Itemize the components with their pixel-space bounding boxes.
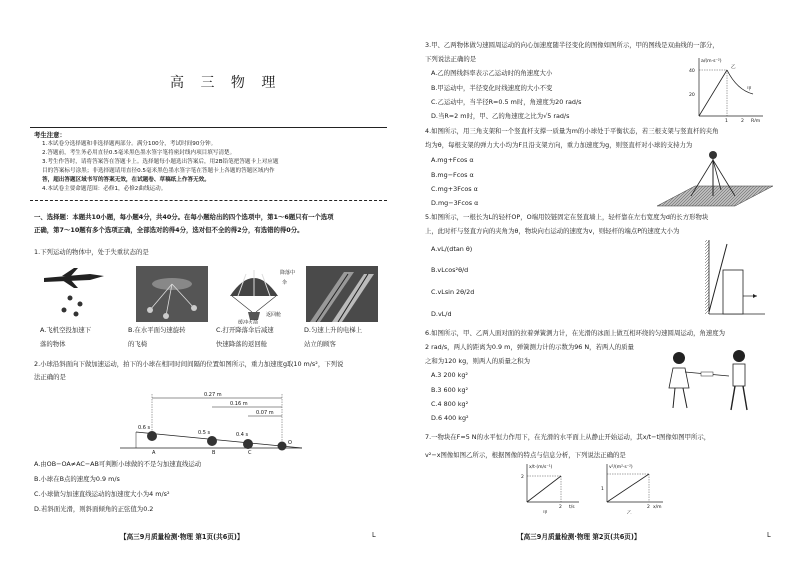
footer-tag: L bbox=[372, 531, 376, 539]
page-footer: 【高三9月质量检测·物理 第2页(共6页)】 bbox=[517, 533, 641, 541]
tick-label: 2 bbox=[741, 119, 744, 122]
q4-option-c: C.mg+3Fcos α bbox=[431, 185, 478, 193]
section-heading: 一、选择题：本题共10小题，每小题4分，共40分。在每小题给出的四个选项中，第1～6题只有一个选项 bbox=[34, 213, 334, 221]
q3-option-d: D.当R=2 m时，甲、乙的角速度之比为√5 rad/s bbox=[431, 112, 570, 120]
page-right bbox=[397, 0, 794, 575]
curve-label: 甲 bbox=[747, 87, 752, 92]
point-label: O bbox=[288, 440, 292, 446]
graph-name: 甲 bbox=[543, 511, 548, 514]
question-4: 4.如图所示，用三角支架和一个竖直杆支撑一质量为m的小球处于平衡状态，若三根支架与竖直杆的夹角 bbox=[425, 127, 719, 135]
q6-option-b: B.3 600 kg² bbox=[431, 386, 469, 394]
exam-title: 高 三 物 理 bbox=[170, 75, 282, 91]
q4-option-a: A.mg+Fcos α bbox=[431, 156, 474, 164]
notice-line: 答，超出答题区域书写的答案无效，在试题卷、草稿纸上作答无效。 bbox=[42, 177, 210, 183]
q4-option-d: D.mg−3Fcos α bbox=[431, 199, 479, 207]
q2-option-c: C.小球做匀加速直线运动的加速度大小为4 m/s² bbox=[34, 490, 170, 498]
question-5-cont: 上，此时杆与竖直方向的夹角为θ，物块向右运动的速度为v，则轻杆的端点P的速度大小为 bbox=[425, 227, 680, 235]
axis-label-x: R/m bbox=[751, 119, 761, 122]
label-capsule: 返回舱 bbox=[266, 312, 282, 318]
notice-line: 目的答案标号涂黑；非选择题请用直径0.5毫米黑色墨水签字笔在答题卡上各题的答题区域内作 bbox=[42, 168, 275, 174]
question-3-cont: 下列说法正确的是 bbox=[425, 55, 477, 63]
question-7-cont: v²−x图像如图乙所示，根据图像的特点与信息分析，下列说法正确的是 bbox=[425, 451, 626, 459]
q6-skaters-figure bbox=[665, 344, 761, 420]
header-rule bbox=[30, 127, 387, 128]
q2-incline-figure bbox=[118, 390, 308, 458]
dim-label: 0.27 m bbox=[204, 392, 222, 398]
q1-option-a-cont: 落的物体 bbox=[40, 340, 66, 348]
q6-option-d: D.6 400 kg² bbox=[431, 414, 469, 422]
q2-option-b: B.小球在B点的速度为0.9 m/s bbox=[34, 475, 120, 483]
graph-name: 乙 bbox=[627, 511, 632, 514]
question-3: 3.甲、乙两物体做匀速圆周运动的向心加速度随半径变化的图像如图所示，甲的图线是双曲线的一部分， bbox=[425, 41, 719, 49]
tick-label: 2 bbox=[647, 505, 650, 510]
question-1: 1.下列运动的物体中，处于失重状态的是 bbox=[34, 248, 149, 256]
q5-rod-figure bbox=[697, 238, 767, 322]
axis-label-x: x/m bbox=[653, 505, 662, 510]
q1-option-d-cont: 站立的顾客 bbox=[304, 340, 336, 348]
q4-option-b: B.mg−Fcos α bbox=[431, 171, 474, 179]
q5-option-c: C.vLsin 2θ/2d bbox=[431, 288, 475, 296]
notice-line: 3.考生作答时，请将答案答在答题卡上。选择题每小题选出答案后，用2B铅笔把答题卡上对应题 bbox=[42, 159, 279, 165]
axis-label-x: t/s bbox=[569, 505, 575, 510]
tick-label: 1 bbox=[725, 119, 728, 122]
q1-image-airdrop bbox=[40, 266, 108, 325]
label-umbrella: 伞 bbox=[282, 280, 288, 286]
notice-heading: 考生注意： bbox=[34, 131, 66, 139]
tick-label: 2 bbox=[559, 505, 562, 510]
q5-option-b: B.vLcos²θ/d bbox=[431, 266, 469, 274]
question-2: 2.小球沿斜面向下做加速运动，拍下的小球在相同时间间隔的位置如图所示，重力加速度g取10 m/s²，下列说 bbox=[34, 360, 344, 368]
notice-line: 2.答题前，考生务必用直径0.5毫米黑色墨水签字笔将密封线内项目填写清楚。 bbox=[42, 150, 236, 156]
q2-option-d: D.若斜面光滑，则斜面倾角的正弦值为0.2 bbox=[34, 505, 154, 513]
q1-option-d: D.匀速上升的电梯上 bbox=[304, 326, 363, 334]
time-label: 0.6 s bbox=[138, 425, 151, 431]
axis-label-y: a/(m·s⁻²) bbox=[701, 59, 722, 64]
q3-option-b: B.甲运动中，半径变化时线速度的大小不变 bbox=[431, 84, 553, 92]
notice-line: 1.本试卷分选择题和非选择题两部分。满分100分，考试时间90分钟。 bbox=[42, 141, 217, 147]
q5-option-d: D.vL/d bbox=[431, 310, 452, 318]
q1-image-escalator bbox=[306, 266, 378, 326]
question-6-cont: 2 rad/s，两人的距离为0.9 m，弹簧测力计的示数为96 N，若两人的质量 bbox=[425, 343, 634, 351]
q1-image-swing-ride bbox=[136, 266, 208, 322]
q1-option-b-cont: 的飞椅 bbox=[128, 340, 148, 348]
q6-option-a: A.3 200 kg² bbox=[431, 371, 468, 379]
point-label: A bbox=[152, 450, 156, 454]
q1-option-a: A.飞机空投加速下 bbox=[40, 326, 92, 334]
tick-label: 20 bbox=[689, 93, 695, 98]
q6-option-c: C.4 800 kg² bbox=[431, 400, 469, 408]
question-4-cont: 均为θ，每根支架的弹力大小均为F且沿支架方向，重力加速度为g，则竖直杆对小球的支持力为 bbox=[425, 141, 693, 149]
time-label: 0.4 s bbox=[236, 432, 249, 438]
q1-option-b: B.在水平面匀速旋转 bbox=[128, 326, 186, 334]
time-label: 0.5 s bbox=[198, 430, 211, 436]
q7-graph-a bbox=[517, 462, 583, 518]
question-2-cont: 法正确的是 bbox=[34, 373, 66, 381]
footer-tag: L bbox=[767, 531, 771, 539]
notice-line: 4.本试卷主要命题范围：必修1，必修2曲线运动。 bbox=[42, 186, 167, 192]
axis-label-y: v²/(m²·s⁻²) bbox=[609, 465, 633, 470]
tick-label: 2 bbox=[521, 475, 524, 480]
tick-label: 1 bbox=[601, 487, 604, 492]
question-6: 6.如图所示，甲、乙两人面对面的拉着弹簧测力计，在光滑的冰面上做互相环绕的匀速圆周运动，角速度为 bbox=[425, 329, 726, 337]
q5-option-a: A.vL/(dtan θ) bbox=[431, 245, 473, 253]
q3-option-a: A.乙的图线斜率表示乙运动时的角速度大小 bbox=[431, 69, 553, 77]
label-rocket: 缓冲火箭 bbox=[238, 320, 259, 324]
q3-graph bbox=[687, 56, 767, 126]
point-label: C bbox=[248, 450, 252, 454]
notice-rule bbox=[30, 200, 387, 201]
q1-image-parachute bbox=[220, 266, 302, 328]
q2-option-a: A.由OB−OA≠AC−AB可判断小球做的不是匀加速直线运动 bbox=[34, 460, 202, 468]
q1-option-c: C.打开降落伞后减速 bbox=[216, 326, 274, 334]
label-falling: 降落中 bbox=[280, 270, 296, 276]
tick-label: 40 bbox=[689, 69, 695, 74]
q1-option-c-cont: 快速降落的返回舱 bbox=[216, 340, 268, 348]
dim-label: 0.07 m bbox=[256, 410, 274, 416]
section-heading: 正确，第7～10题有多个选项正确，全部选对的得4分，选对但不全的得2分，有选错的得0分。 bbox=[34, 226, 304, 234]
q7-graph-b bbox=[597, 462, 667, 518]
question-7: 7.一物块在F=5 N的水平恒力作用下，在光滑的水平面上从静止开始运动，其x/t−t图像如图甲所示， bbox=[425, 433, 711, 441]
q3-option-c: C.乙运动中，当半径R=0.5 m时，角速度为20 rad/s bbox=[431, 98, 582, 106]
dim-label: 0.16 m bbox=[230, 401, 248, 407]
curve-label: 乙 bbox=[731, 65, 736, 70]
question-6-cont2: 之和为120 kg，则两人的质量之积为 bbox=[425, 357, 531, 365]
axis-label-y: x/t·(m/s⁻¹) bbox=[529, 465, 553, 470]
q4-tripod-figure bbox=[655, 150, 775, 216]
page-footer: 【高三9月质量检测·物理 第1页(共6页)】 bbox=[120, 533, 244, 541]
point-label: B bbox=[212, 450, 216, 454]
question-5: 5.如图所示，一根长为L的轻杆OP，O端用铰链固定在竖直墙上，轻杆靠在左右宽度为d的长方形物块 bbox=[425, 213, 709, 221]
